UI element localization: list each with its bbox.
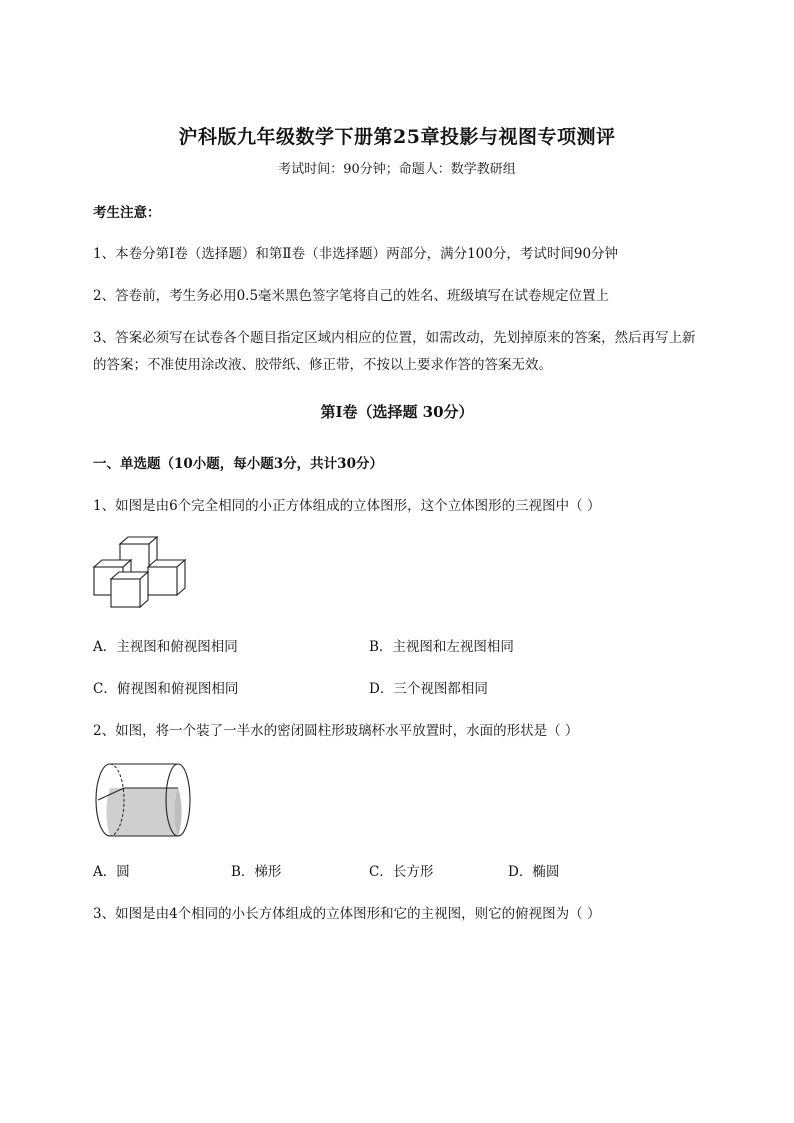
cube-stack-figure (92, 534, 188, 610)
notice-item: 1、本卷分第I卷（选择题）和第Ⅱ卷（非选择题）两部分，满分100分，考试时间90分钟 (93, 246, 619, 262)
exam-info: 考试时间：90分钟；命题人：数学教研组 (278, 162, 516, 177)
q1-option-c: C．俯视图和俯视图相同 (93, 681, 239, 697)
question-3-text: 3、如图是由4个相同的小长方体组成的立体图形和它的主视图，则它的俯视图为（ ） (93, 906, 601, 922)
q1-option-b: B．主视图和左视图相同 (369, 639, 514, 655)
section-title: 第I卷（选择题 30分） (320, 403, 474, 421)
cube-front-face (148, 567, 177, 595)
cylinder-glass-figure (94, 760, 194, 840)
q2-option-d: D．椭圆 (508, 864, 560, 880)
notice-item: 的答案；不准使用涂改液、胶带纸、修正带，不按以上要求作答的答案无效。 (93, 357, 552, 373)
notice-item: 3、答案必须写在试卷各个题目指定区域内相应的位置，如需改动，先划掉原来的答案，然后再写上新 (93, 330, 696, 346)
cube-front-face (111, 579, 140, 607)
cube-side-face (140, 572, 148, 607)
q2-option-a: A．圆 (93, 864, 130, 880)
cube-side-face (177, 560, 185, 595)
notice-heading: 考生注意： (93, 205, 161, 221)
q1-option-d: D．三个视图都相同 (369, 681, 488, 697)
question-1-text: 1、如图是由6个完全相同的小正方体组成的立体图形，这个立体图形的三视图中（ ） (93, 498, 601, 514)
q2-option-b: B．梯形 (231, 864, 282, 880)
page-title: 沪科版九年级数学下册第25章投影与视图专项测评 (178, 126, 616, 148)
question-2-text: 2、如图，将一个装了一半水的密闭圆柱形玻璃杯水平放置时，水面的形状是（ ） (93, 723, 579, 739)
q2-option-c: C．长方形 (369, 864, 434, 880)
notice-item: 2、答卷前，考生务必用0.5毫米黑色签字笔将自己的姓名、班级填写在试卷规定位置上 (93, 288, 610, 304)
q1-option-a: A．主视图和俯视图相同 (93, 639, 238, 655)
part-heading: 一、单选题（10小题，每小题3分，共计30分） (93, 456, 383, 472)
